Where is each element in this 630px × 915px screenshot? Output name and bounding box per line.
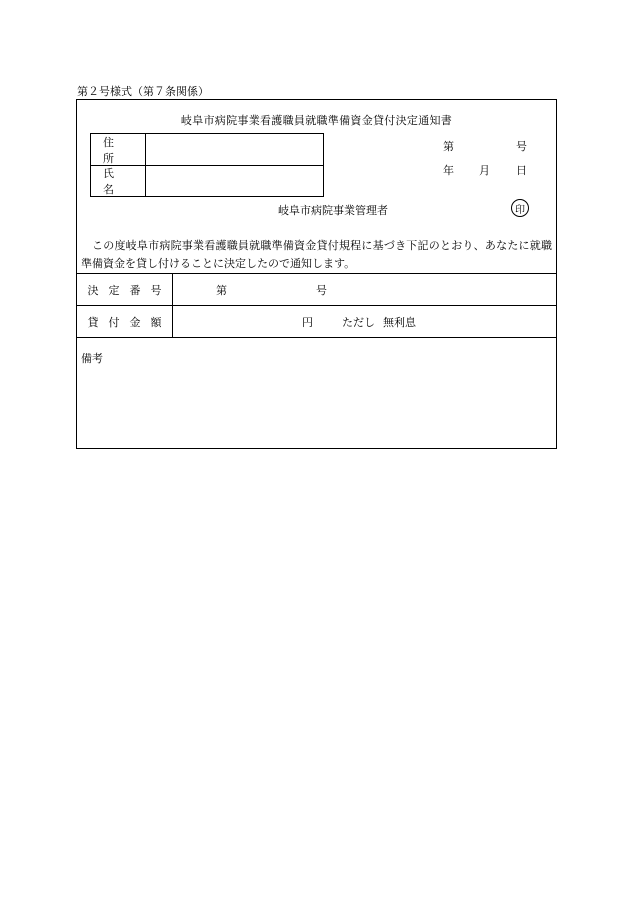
decision-number-value	[174, 274, 556, 306]
issue-number-dai: 第	[443, 140, 454, 153]
decision-number-dai: 第	[216, 284, 227, 297]
loan-amount-row	[77, 305, 556, 338]
notice-form-frame	[76, 99, 557, 449]
name-field[interactable]	[147, 165, 323, 196]
issue-date-year: 年	[443, 164, 454, 177]
address-field[interactable]	[147, 134, 323, 165]
issue-number-go: 号	[516, 140, 527, 153]
loan-amount-yen: 円	[302, 315, 313, 329]
loan-amount-interest: 無利息	[383, 315, 416, 329]
recipient-box	[90, 133, 324, 197]
decision-number-go: 号	[316, 284, 327, 297]
decision-number-label: 決定番号	[77, 274, 173, 306]
name-row	[91, 165, 323, 196]
document-title: 岐阜市病院事業看護職員就職準備資金貸付決定通知書	[180, 114, 453, 127]
loan-amount-tadashi: ただし	[342, 315, 375, 329]
decision-number-row	[77, 273, 556, 306]
seal-icon: 印	[511, 199, 529, 217]
issuer-name: 岐阜市病院事業管理者	[278, 204, 388, 217]
form-number: 第２号様式（第７条関係）	[77, 85, 209, 98]
address-label: 住所	[91, 134, 146, 165]
notice-text: この度岐阜市病院事業看護職員就職準備資金貸付規程に基づき下記のとおり、あなたに就職準備資金を貸し付けることに決定したので通知します。	[81, 239, 552, 270]
issue-date-month: 月	[479, 164, 490, 177]
loan-amount-value	[174, 306, 556, 337]
address-row	[91, 134, 323, 166]
remarks-label: 備考	[81, 352, 103, 365]
loan-amount-label: 貸付金額	[77, 306, 173, 337]
issue-date-day: 日	[516, 164, 527, 177]
name-label: 氏名	[91, 165, 146, 196]
